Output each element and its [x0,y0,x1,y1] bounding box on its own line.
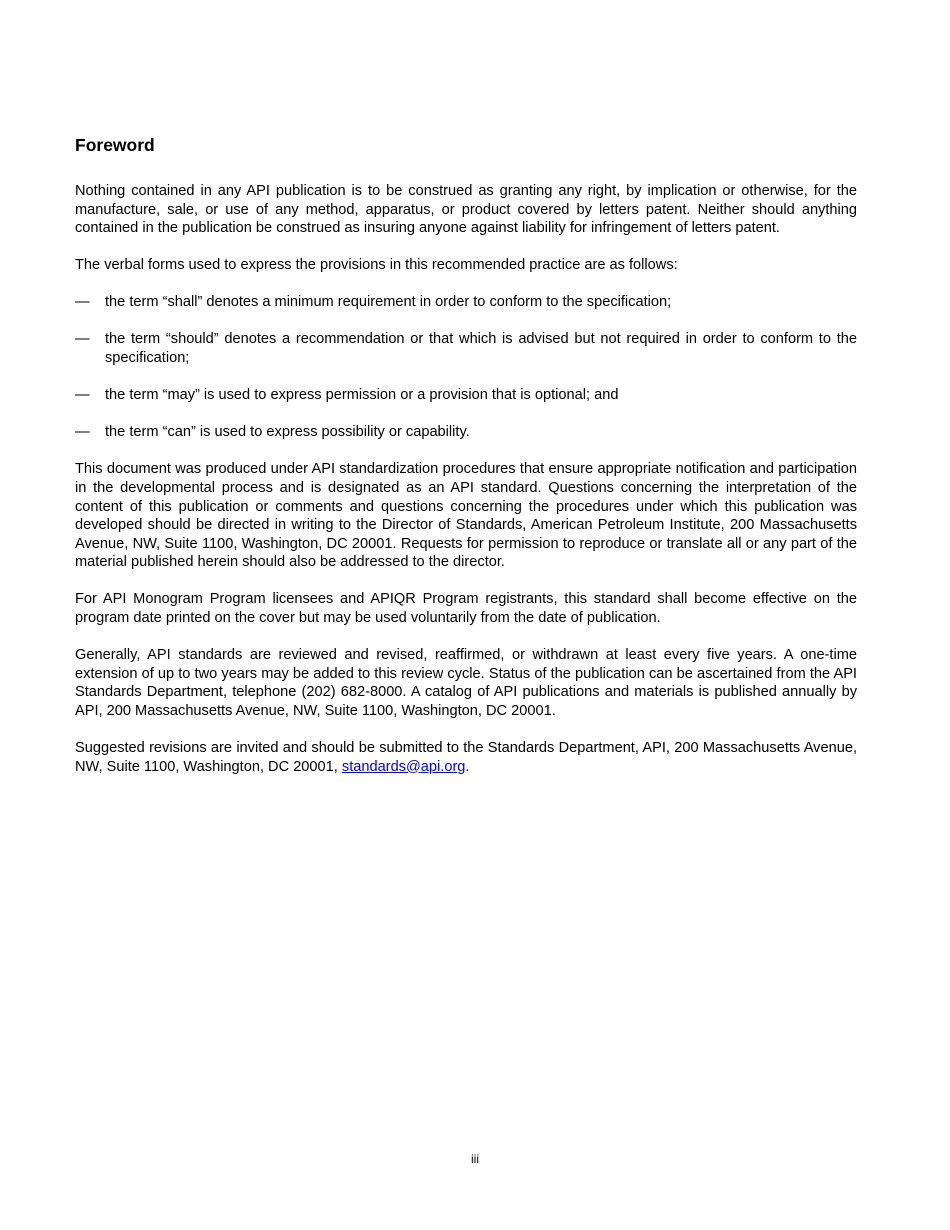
dash-bullet: — [75,424,90,441]
list-item-text: the term “may” is used to express permission or a provision that is optional; and [105,387,619,404]
paragraph-suggested-revisions [75,739,857,776]
paragraph-review-cycle: Generally, API standards are reviewed and revised, reaffirmed, or withdrawn at least every five years. A one-time extension of up to two years may be added to this review cycle. Status of the publication can be ascertained from the API Standards Department, telephone (202) 682-8000. A catalog of API publications and materials is published annually by API, 200 Massachusetts Avenue, NW, Suite 1100, Washington, DC 20001. [75,647,857,719]
foreword-body [75,182,857,795]
list-item [75,386,857,405]
revisions-period: . [465,758,470,775]
list-item [75,330,857,367]
list-item [75,293,857,312]
page-title: Foreword [75,135,155,155]
standards-email-link[interactable]: standards@api.org [341,758,466,775]
list-item [75,423,857,442]
list-item-text: the term “shall” denotes a minimum requirement in order to conform to the specification; [105,294,672,311]
dash-bullet: — [75,331,90,348]
dash-bullet: — [75,387,90,404]
paragraph-standardization-procedures: This document was produced under API standardization procedures that ensure appropriate notification and participation in the developmental process and is designated as an API standard. Questions concerning the interpretation of the content of this publication or comments and questions concerning the procedures under which this publication was developed should be directed in writing to the Director of Standards, American Petroleum Institute, 200 Massachusetts Avenue, NW, Suite 1100, Washington, DC 20001. Requests for permission to reproduce or translate all or any part of the material published herein should also be addressed to the director. [75,461,857,571]
dash-bullet: — [75,294,90,311]
paragraph-verbal-forms-intro: The verbal forms used to express the provisions in this recommended practice are as follows: [75,257,678,274]
list-item-text: the term “can” is used to express possibility or capability. [105,424,470,441]
paragraph-patent-disclaimer: Nothing contained in any API publication is to be construed as granting any right, by implication or otherwise, for the manufacture, sale, or use of any method, apparatus, or product covered by letters patent. Neither should anything contained in the publication be construed as insuring anyone against liability for infringement of letters patent. [75,183,857,237]
page-number: iii [471,1152,479,1166]
list-item-text: the term “should” denotes a recommendation or that which is advised but not required in order to conform to the specification; [105,331,857,367]
verbal-forms-list [75,293,857,441]
paragraph-monogram-program: For API Monogram Program licensees and APIQR Program registrants, this standard shall become effective on the program date printed on the cover but may be used voluntarily from the date of publication. [75,591,857,626]
revisions-text: Suggested revisions are invited and should be submitted to the Standards Department, API, 200 Massachusetts Avenue, NW, Suite 1100, Washington, DC 20001, [75,739,857,775]
